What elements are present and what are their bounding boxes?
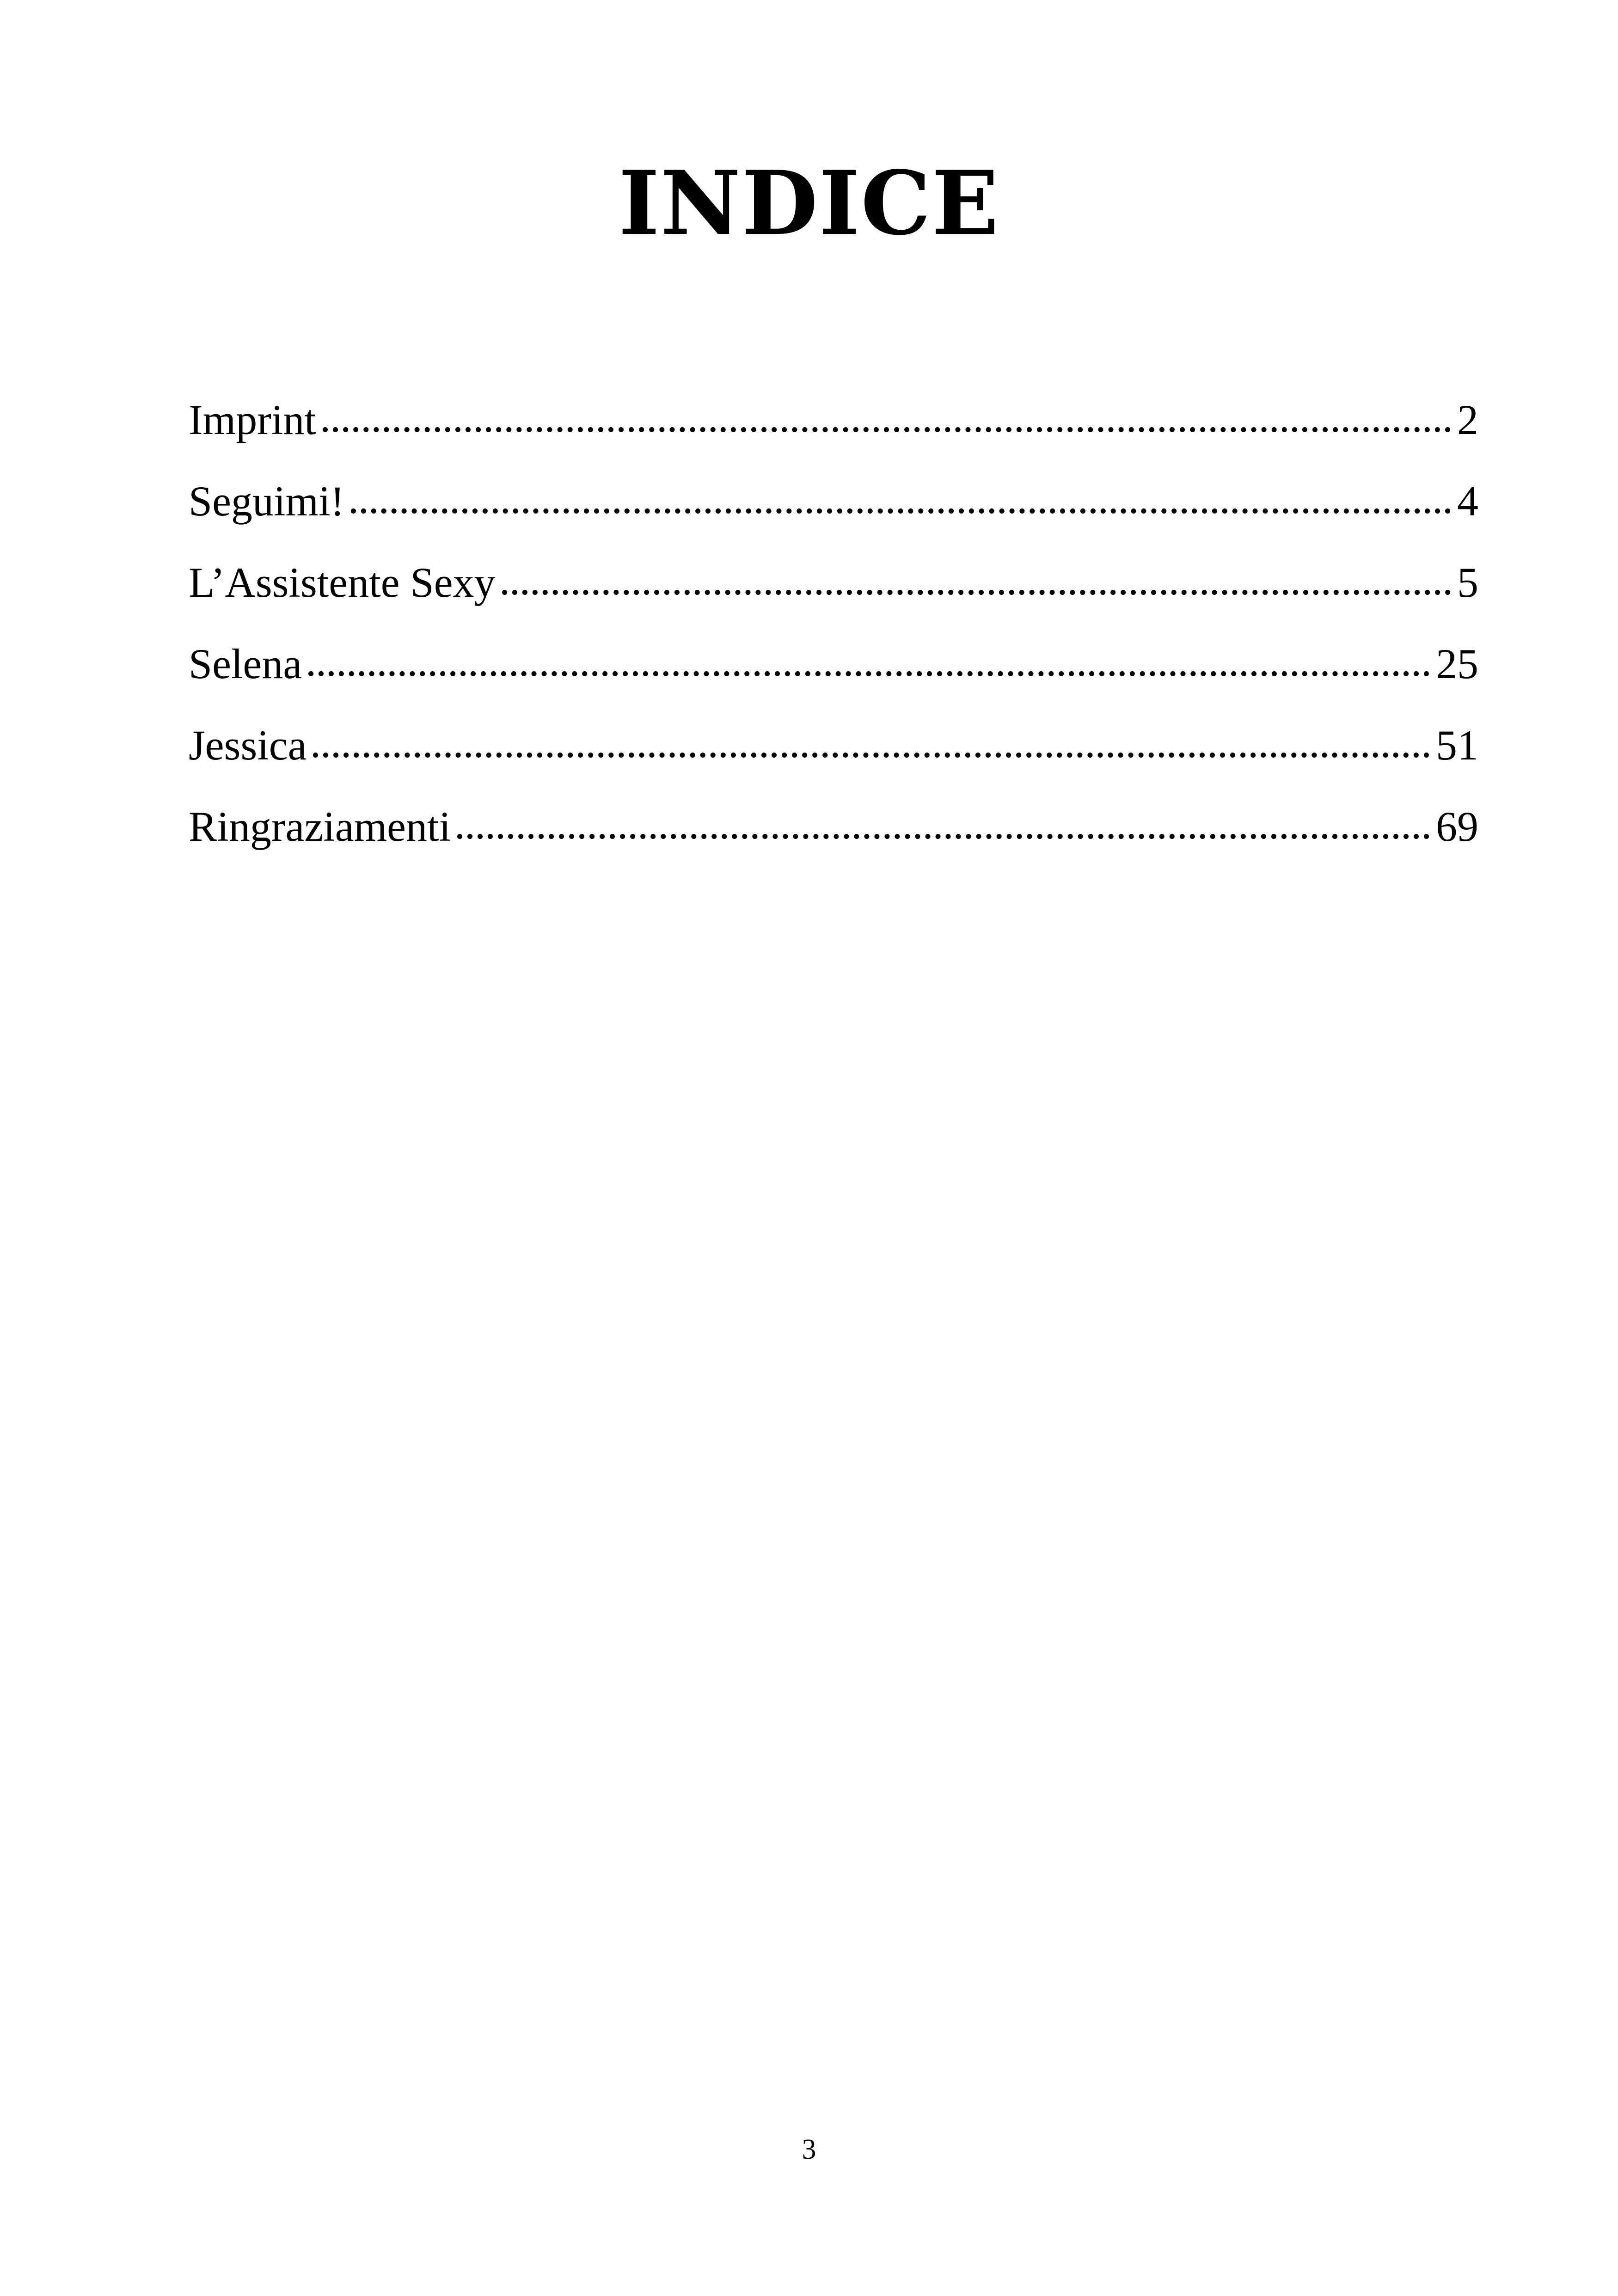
toc-entry-seguimi[interactable] [189,460,1478,542]
toc-entry-title: Imprint [189,396,316,443]
toc-entry-page: 69 [1436,803,1478,850]
toc-dot-leader [313,753,1429,758]
toc-entry-selena[interactable] [189,623,1478,704]
toc-dot-leader [351,508,1451,514]
toc-entry-page: 51 [1436,722,1478,769]
toc-entry-imprint[interactable] [189,379,1478,460]
toc-entry-title: Ringraziamenti [189,803,451,850]
toc-entry-title: Selena [189,640,302,687]
page-number: 3 [802,2134,816,2165]
toc-entry-page: 25 [1436,640,1478,687]
toc-dot-leader [457,834,1429,839]
toc-entry-jessica[interactable] [189,704,1478,786]
table-of-contents [189,379,1478,867]
toc-dot-leader [308,671,1429,676]
toc-entry-page: 2 [1457,396,1478,443]
toc-entry-title: Jessica [189,722,307,769]
toc-dot-leader [502,590,1451,595]
toc-dot-leader [323,427,1451,432]
toc-entry-title: L’Assistente Sexy [189,559,496,606]
toc-entry-ringraziamenti[interactable] [189,786,1478,867]
toc-entry-page: 4 [1457,478,1478,525]
toc-entry-page: 5 [1457,559,1478,606]
toc-entry-title: Seguimi! [189,478,345,525]
page-title: INDICE [618,152,1000,255]
toc-entry-assistente-sexy[interactable] [189,542,1478,623]
